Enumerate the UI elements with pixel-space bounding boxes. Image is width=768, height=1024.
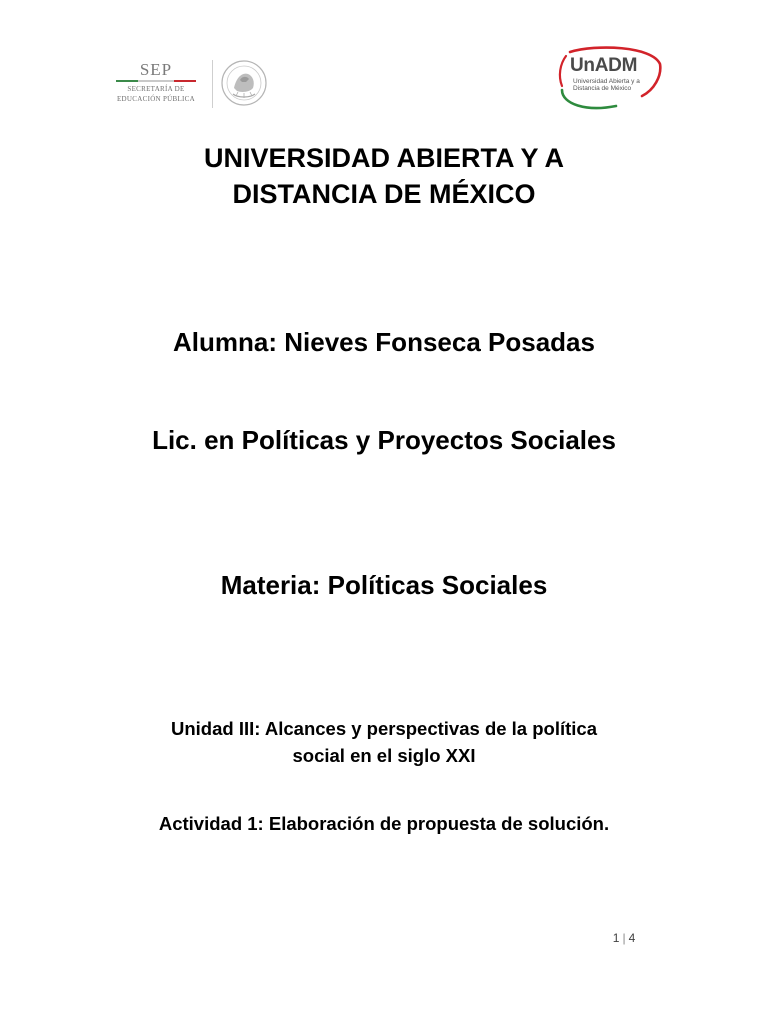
subject-name: Materia: Políticas Sociales <box>220 570 548 600</box>
sep-logo <box>108 58 278 110</box>
activity-title: Actividad 1: Elaboración de propuesta de solución. <box>158 813 610 834</box>
university-title <box>0 140 768 212</box>
unadm-subtitle-line1: Universidad Abierta y a <box>573 78 640 85</box>
unit-title-line2: social en el siglo XXI <box>292 745 476 766</box>
sep-subtitle-line1: SECRETARÍA DE <box>127 85 185 93</box>
sep-subtitle-line2: EDUCACIÓN PÚBLICA <box>116 95 196 103</box>
student-name: Alumna: Nieves Fonseca Posadas <box>173 327 595 357</box>
unit-title-line1: Unidad III: Alcances y perspectivas de la política <box>171 718 597 739</box>
unadm-logo <box>556 46 662 112</box>
university-title-line1: UNIVERSIDAD ABIERTA Y A <box>203 143 565 173</box>
sep-logo-divider <box>212 60 213 108</box>
sep-wordmark-text: SEP <box>139 60 173 79</box>
sep-stripe-green <box>116 80 138 82</box>
sep-stripe-red <box>174 80 196 82</box>
university-title-line2: DISTANCIA DE MÉXICO <box>232 179 536 209</box>
mexico-coat-of-arms-icon <box>220 58 268 108</box>
degree-program: Lic. en Políticas y Proyectos Sociales <box>152 425 616 455</box>
page-current: 1 <box>612 931 620 945</box>
unit-title <box>0 715 768 769</box>
sep-stripe-white <box>138 80 174 82</box>
unadm-wordmark: UnADM <box>570 55 638 76</box>
sep-wordmark <box>108 58 204 108</box>
unadm-subtitle-line2: Distancia de México <box>573 85 632 92</box>
page-separator: | <box>622 931 626 945</box>
page-total: 4 <box>628 931 636 945</box>
page-number <box>600 931 648 945</box>
